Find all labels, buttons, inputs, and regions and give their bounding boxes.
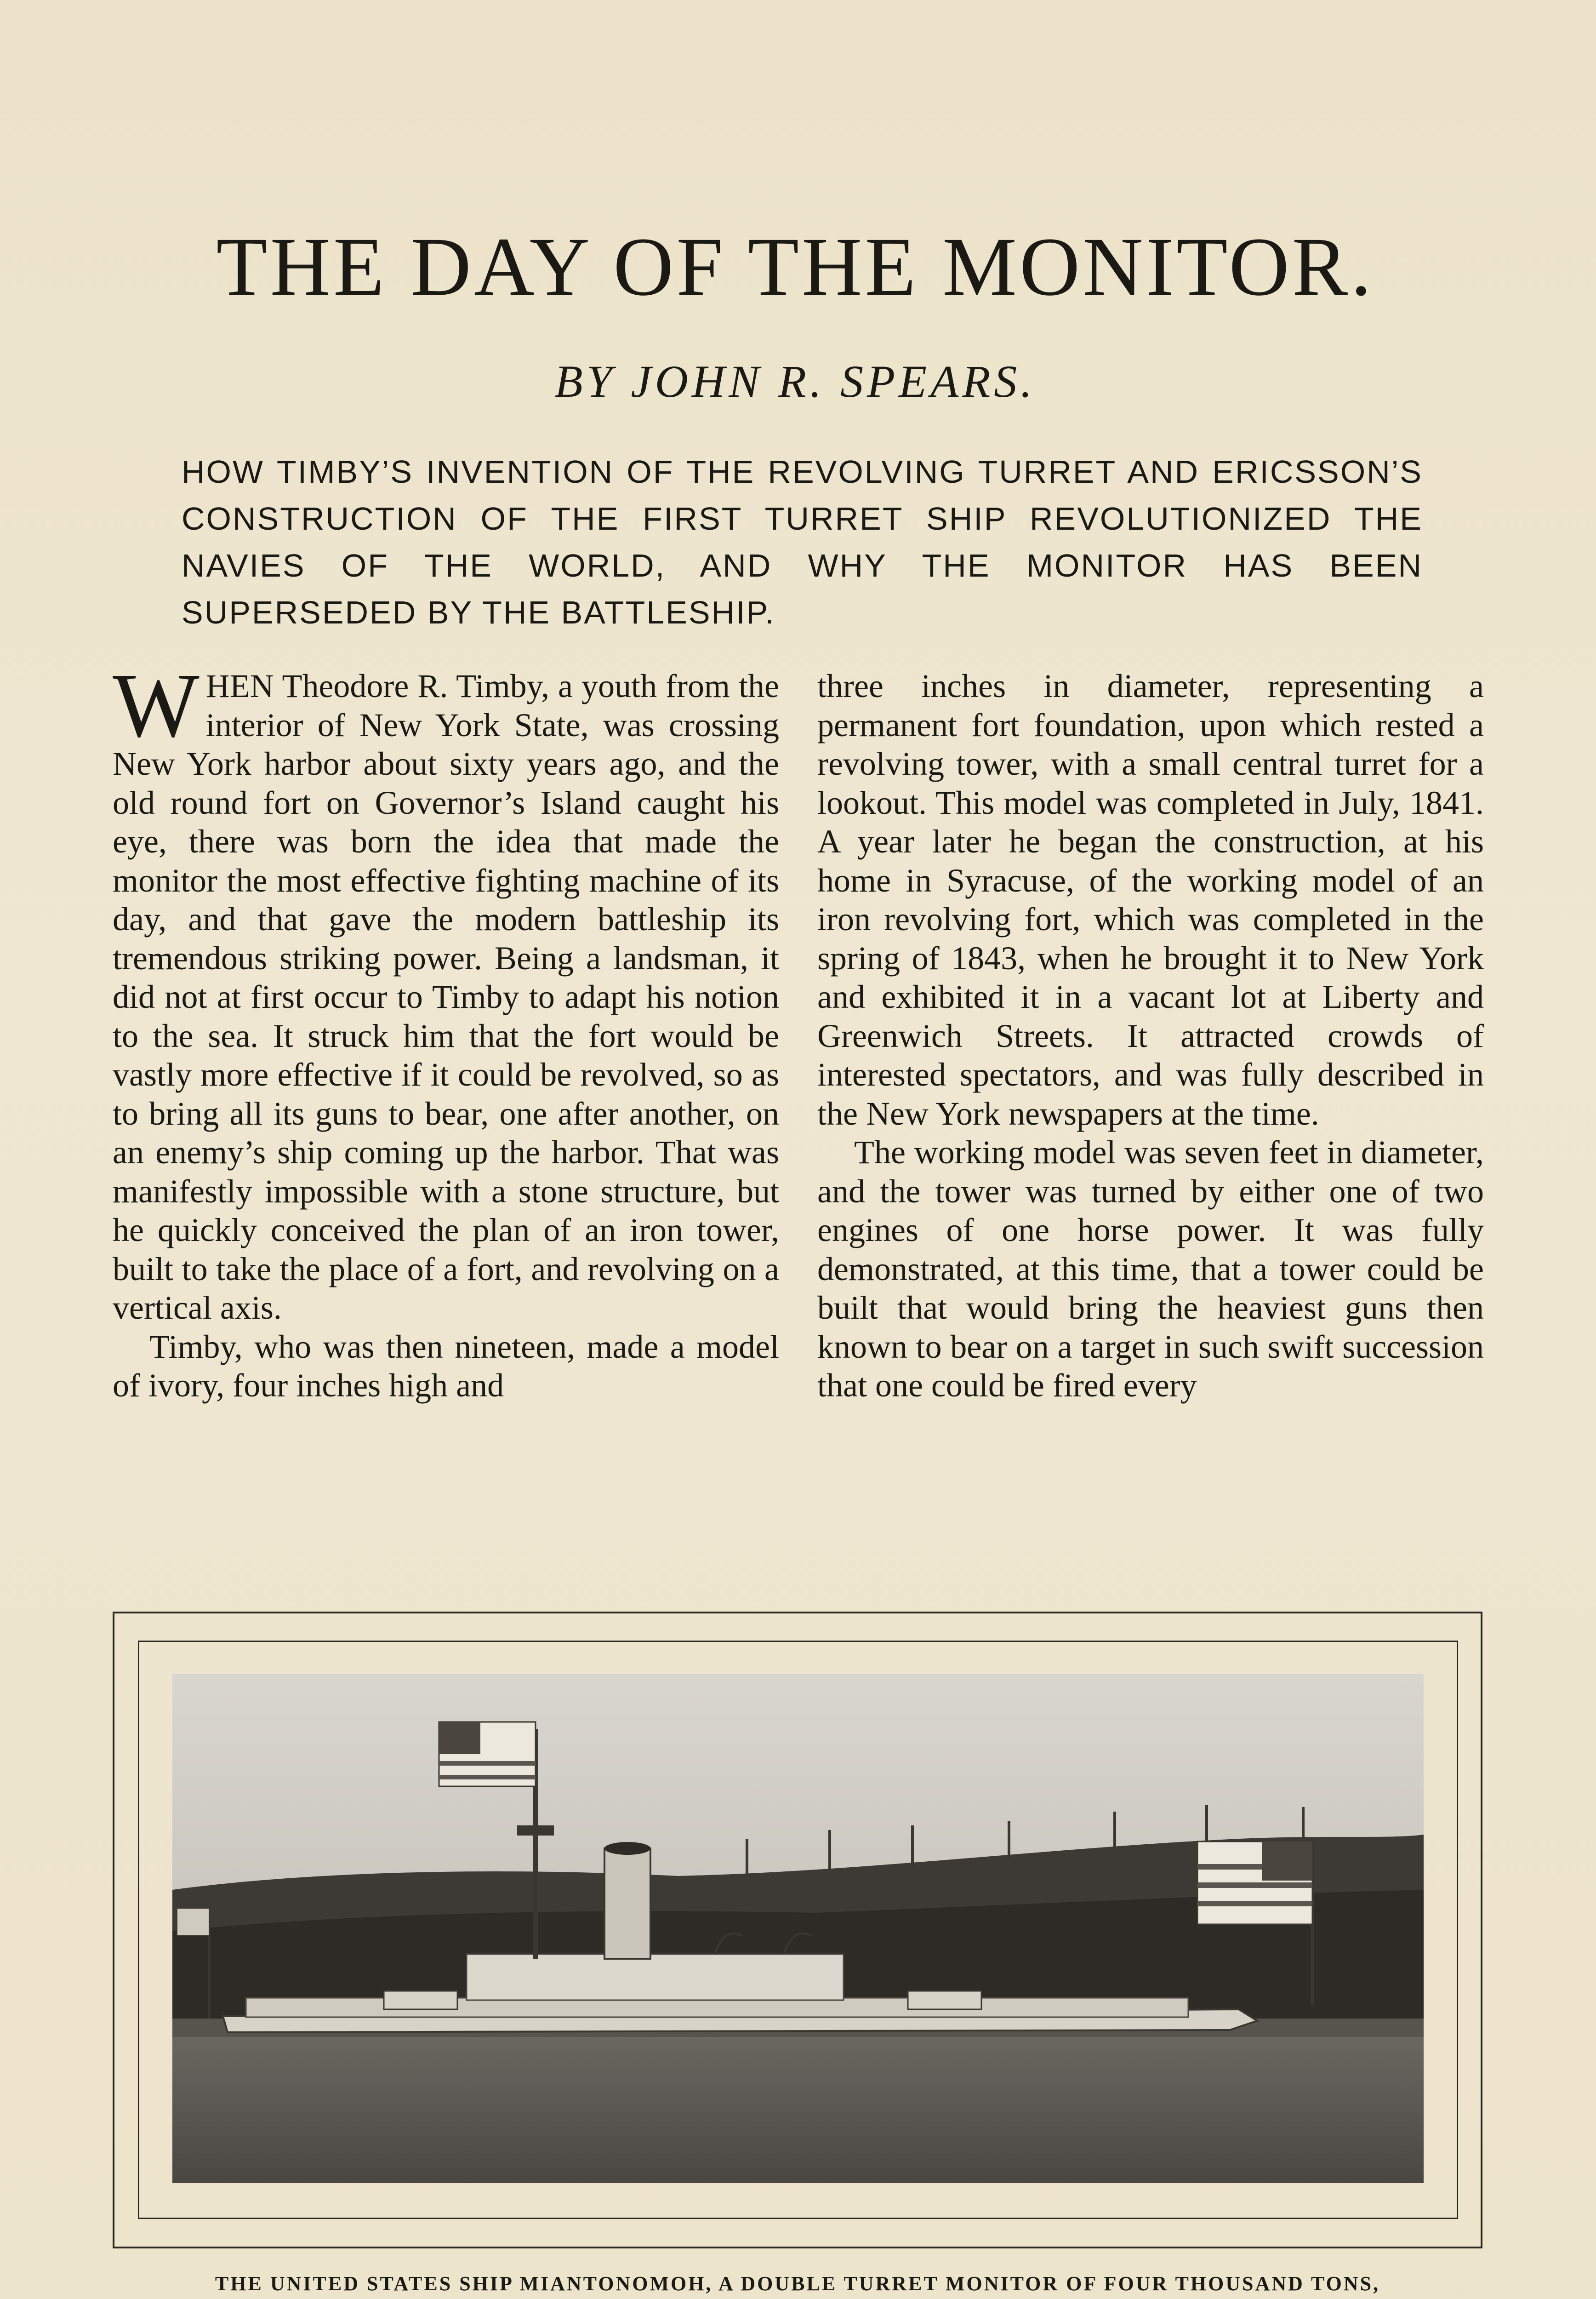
- right-paragraph-1: three inches in diameter, representing a permanent fort foundation, upon which rested a revolving tower, with a small central turret for a lookout. This model was completed in July, 1841. A year later he began the construction, at his home in Syracuse, of the working model of an iron revolving fort, which was completed in the spring of 1843, when he brought it to New York and exhibited it in a vacant lot at Liberty and Greenwich Streets. It attracted crowds of interested spectators, and was fully described in the New York newspapers at the time.: [817, 668, 1484, 1132]
- article-title: THE DAY OF THE MONITOR.: [216, 221, 1374, 313]
- photo-caption: [113, 2269, 1482, 2299]
- monitor-ship-photo: [172, 1674, 1424, 2183]
- right-paragraph-2: The working model was seven feet in diameter, and the tower was turned by either one of two engines of one horse power. It was fully demonstrated, at this time, that a tower could be built that would bring the heaviest guns then known to bear on a target in such swift succession that one could be fired every: [817, 1134, 1484, 1404]
- left-paragraph-1: [113, 655, 779, 1327]
- drop-cap: W: [113, 655, 200, 756]
- article-byline: BY JOHN R. SPEARS.: [554, 356, 1036, 407]
- left-paragraph-2: Timby, who was then nineteen, made a model of ivory, four inches high and: [113, 1328, 779, 1404]
- left-paragraph-1-text: HEN Theodore R. Timby, a youth from the interior of New York State, was crossing New York harbor about sixty years ago, and the old round fort on Governor’s Island caught his eye, there was born the idea that made the monitor the most effective fighting machine of its day, and that gave the modern battleship its tremendous striking power. Being a landsman, it did not at first occur to Timby to adapt his notion to the sea. It struck him that the fort would be vastly more effective if it could be revolved, so as to bring all its guns to bear, one after another, on an enemy’s ship coming up the harbor. That was manifestly impossible with a stone structure, but he quickly conceived the plan of an iron tower, built to take the place of a fort, and revolving on a vertical axis.: [113, 668, 779, 1326]
- left-column: [113, 655, 779, 1405]
- article-deck: HOW TIMBY’S INVENTION OF THE REVOLVING TURRET AND ERICSSON’S CONSTRUCTION OF THE FIRST TURRET SHIP REVOLUTIONIZED THE NAVIES OF THE WORLD, AND WHY THE MONITOR HAS BEEN SUPERSEDED BY THE BATTLESHIP.: [182, 454, 1423, 630]
- right-column: [817, 667, 1484, 1405]
- caption-line-1: THE UNITED STATES SHIP MIANTONOMOH, A DOUBLE TURRET MONITOR OF FOUR THOUSAND TONS,: [215, 2272, 1380, 2295]
